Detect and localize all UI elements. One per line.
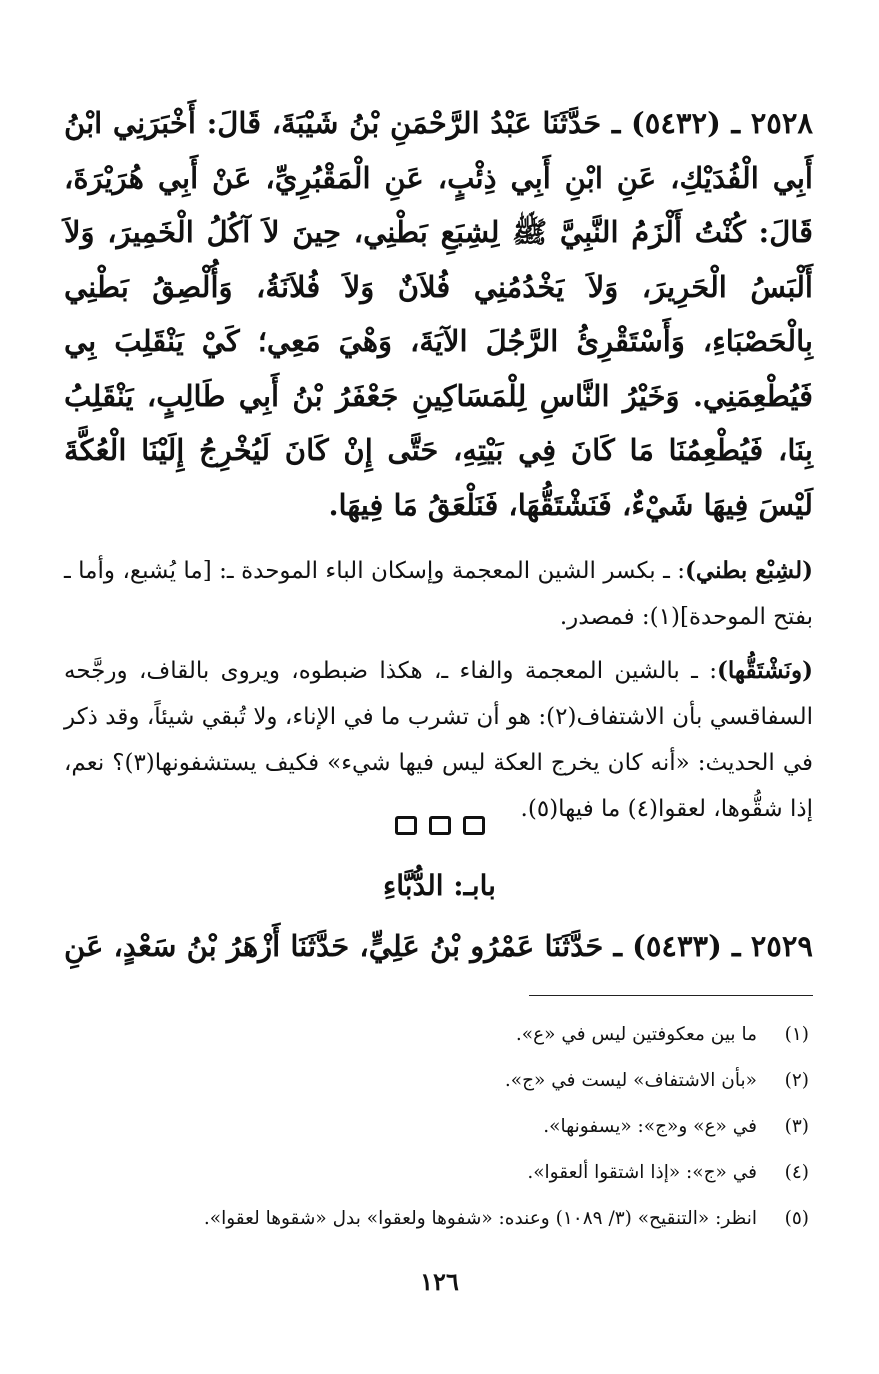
footnote-text: ما بين معكوفتين ليس في «ع».	[515, 1024, 757, 1045]
footnote-text: في «ج»: «إذا اشتقوا ألعقوا».	[527, 1162, 757, 1183]
footnote-item	[60, 1196, 809, 1242]
footnote-text: انظر: «التنقيح» (٣/ ١٠٨٩) وعنده: «شفوها ولعقوا» بدل «شقوها لعقوا».	[203, 1208, 757, 1229]
footnote-number: (١)	[784, 1024, 809, 1045]
commentary-shib-batni	[64, 548, 813, 640]
hadith-2528-text: ٢٥٢٨ ـ (٥٤٣٢) ـ حَدَّثَنَا عَبْدُ الرَّحْمَنِ بْنُ شَيْبَةَ، قَالَ: أَخْبَرَنِي ابْنُ أَبِي الْفُدَيْكِ، عَنِ ابْنِ أَبِي ذِئْبٍ، عَنِ الْمَقْبُرِيِّ، عَنْ أَبِي هُرَيْرَةَ، قَالَ: كُنْتُ أَلْزَمُ النَّبِيَّ ﷺ لِشِبَعِ بَطْنِي، حِينَ لاَ آكُلُ الْخَمِيرَ، وَلاَ أَلْبَسُ الْحَرِيرَ، وَلاَ يَخْدُمُنِي فُلاَنٌ وَلاَ فُلاَنَةُ، وَأُلْصِقُ بَطْنِي بِالْحَصْبَاءِ، وَأَسْتَقْرِئُ الرَّجُلَ الآيَةَ، وَهْيَ مَعِي؛ كَيْ يَنْقَلِبَ بِي فَيُطْعِمَنِي. وَخَيْرُ النَّاسِ لِلْمَسَاكِينِ جَعْفَرُ بْنُ أَبِي طَالِبٍ، يَنْقَلِبُ بِنَا، فَيُطْعِمُنَا مَا كَانَ فِي بَيْتِهِ، حَتَّى إِنْ كَانَ لَيُخْرِجُ إِلَيْنَا الْعُكَّةَ لَيْسَ فِيهَا شَيْءٌ، فَنَشْتَقُّهَا، فَنَلْعَقُ مَا فِيهَا.	[64, 106, 813, 522]
footnote-number: (٥)	[784, 1208, 809, 1229]
footnote-number: (٣)	[784, 1116, 809, 1137]
commentary-nashtaqquha	[64, 648, 813, 832]
section-divider-ornament	[0, 816, 879, 835]
footnote-item	[60, 1012, 809, 1058]
commentary-term: (لشِبْع بطني)	[685, 557, 814, 584]
footnote-text: في «ع» و«ج»: «يسفونها».	[543, 1116, 757, 1137]
commentary-body: : ـ بكسر الشين المعجمة وإسكان الباء الموحدة ـ: [ما يُشبع، وأما ـ بفتح الموحدة](١): فمصدر.	[64, 558, 813, 630]
ornament-square	[463, 816, 485, 835]
footnote-number: (٤)	[784, 1162, 809, 1183]
footnote-text: «بأن الاشتفاف» ليست في «ج».	[504, 1070, 757, 1091]
footnote-item	[60, 1058, 809, 1104]
chapter-heading: بابـ: الدُّبَّاءِ	[383, 869, 496, 902]
ornament-square	[395, 816, 417, 835]
footnote-item	[60, 1150, 809, 1196]
commentary-term: (ونَشْتَقُّها)	[717, 657, 813, 684]
hadith-2529-text: ٢٥٢٩ ـ (٥٤٣٣) ـ حَدَّثَنَا عَمْرُو بْنُ عَلِيٍّ، حَدَّثَنَا أَزْهَرُ بْنُ سَعْدٍ، عَنِ	[64, 929, 813, 963]
footnotes-list	[60, 1012, 809, 1242]
footnote-number: (٢)	[784, 1070, 809, 1091]
ornament-square	[429, 816, 451, 835]
commentary-body: : ـ بالشين المعجمة والفاء ـ، هكذا ضبطوه، ويروى بالقاف، ورجَّحه السفاقسي بأن الاشتفاف(٢): هو أن تشرب ما في الإناء، ولا تُبقي شيئاً، وقد ذكر في الحديث: «أنه كان يخرج العكة ليس فيها شيء» فكيف يستشفونها(٣)؟ نعم، إذا شقُّوها، لعقوا(٤) ما فيها(٥).	[64, 658, 814, 822]
footnote-item	[60, 1104, 809, 1150]
main-text-block	[64, 96, 813, 832]
page-number: ١٢٦	[420, 1267, 459, 1296]
footnote-separator	[529, 995, 813, 996]
